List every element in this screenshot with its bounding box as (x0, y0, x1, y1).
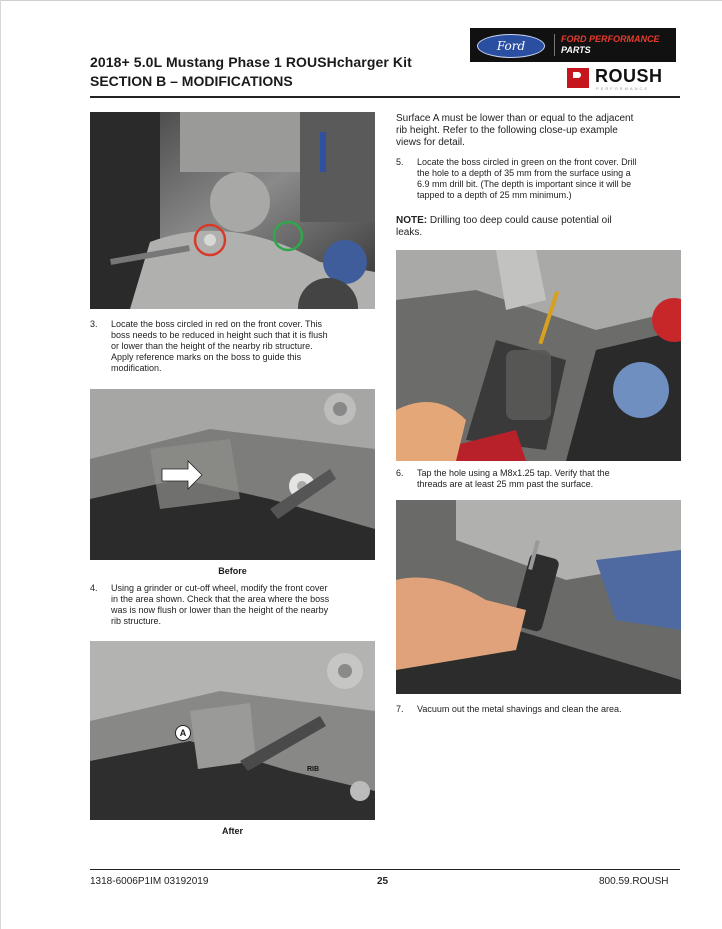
step-6-text (417, 468, 610, 490)
intro-line: views for detail. (396, 137, 465, 148)
header-rule (90, 96, 680, 98)
ford-oval-icon (477, 34, 545, 58)
step-4-number: 4. (90, 583, 98, 593)
step-3 (90, 319, 380, 379)
step-7-number: 7. (396, 704, 404, 714)
page-top-edge (1, 0, 722, 1)
step-5-line: 6.9 mm drill bit. (The depth is important since it will be (417, 179, 632, 189)
step-3-line: boss needs to be reduced in height such that it is flush (111, 330, 328, 340)
ford-performance-line2: PARTS (561, 45, 591, 55)
step-3-text (111, 319, 328, 374)
section-title: SECTION B – MODIFICATIONS (90, 73, 293, 89)
after-caption: After (221, 826, 243, 836)
step-5-line: tapped to a depth of 25 mm minimum.) (417, 190, 572, 200)
callout-a: A (175, 725, 191, 741)
roush-r-icon (567, 68, 589, 88)
step-4-line: was is now flush or lower than the height of the nearby (111, 605, 329, 615)
step-5-text (417, 157, 637, 201)
footer-phone: 800.59.ROUSH (599, 876, 669, 887)
step-5 (396, 157, 686, 205)
page-number: 25 (377, 876, 389, 887)
tapping-photo (396, 500, 681, 694)
roush-logo (567, 66, 679, 92)
step-3-line: or lower than the height of the nearby rib structure. (111, 341, 313, 351)
engine-overview-photo (90, 112, 375, 309)
step-4-line: in the area shown. Check that the area where the boss (111, 594, 330, 604)
rib-label: RIB (307, 766, 320, 773)
step-5-number: 5. (396, 157, 404, 167)
note-label: NOTE: (396, 215, 428, 226)
step-3-number: 3. (90, 319, 98, 329)
step-6-line: threads are at least 25 mm past the surface. (417, 479, 594, 489)
roush-logo-text: ROUSH (595, 66, 663, 86)
step-3-line: Apply reference marks on the boss to guide this (111, 352, 302, 362)
note-line: leaks. (396, 227, 423, 238)
ford-logo-text: Ford (496, 39, 526, 53)
step-3-line: modification. (111, 363, 162, 373)
step-7-line: Vacuum out the metal shavings and clean the area. (417, 704, 622, 714)
step-3-line: Locate the boss circled in red on the front cover. This (111, 319, 322, 329)
note-paragraph (396, 215, 686, 239)
roush-logo-subtext: PERFORMANCE (596, 86, 650, 91)
page-title: 2018+ 5.0L Mustang Phase 1 ROUSHcharger Kit (90, 54, 412, 70)
step-7-text (417, 704, 621, 715)
step-6-number: 6. (396, 468, 404, 478)
footer-rule (90, 869, 680, 870)
surface-a-paragraph (396, 113, 686, 149)
drilling-photo (396, 250, 681, 461)
intro-line: rib height. Refer to the following close-up example (396, 125, 618, 136)
step-4 (90, 583, 380, 631)
before-photo (90, 389, 375, 560)
after-photo (90, 641, 375, 820)
ford-performance-line1: FORD PERFORMANCE (561, 34, 660, 44)
ford-performance-text (554, 34, 681, 56)
note-line: Drilling too deep could cause potential oil (427, 215, 612, 226)
ford-performance-logo (470, 28, 676, 62)
step-4-line: rib structure. (111, 616, 162, 626)
step-4-line: Using a grinder or cut-off wheel, modify the front cover (111, 583, 328, 593)
intro-line: Surface A must be lower than or equal to the adjacent (396, 113, 634, 124)
step-6 (396, 468, 686, 492)
footer-doc-id: 1318-6006P1IM 03192019 (90, 876, 209, 887)
step-5-line: the hole to a depth of 35 mm from the surface using a (417, 168, 631, 178)
step-4-text (111, 583, 329, 627)
step-6-line: Tap the hole using a M8x1.25 tap. Verify that the (417, 468, 610, 478)
before-caption: Before (218, 566, 247, 576)
step-7 (396, 704, 686, 716)
step-5-line: Locate the boss circled in green on the front cover. Drill (417, 157, 637, 167)
